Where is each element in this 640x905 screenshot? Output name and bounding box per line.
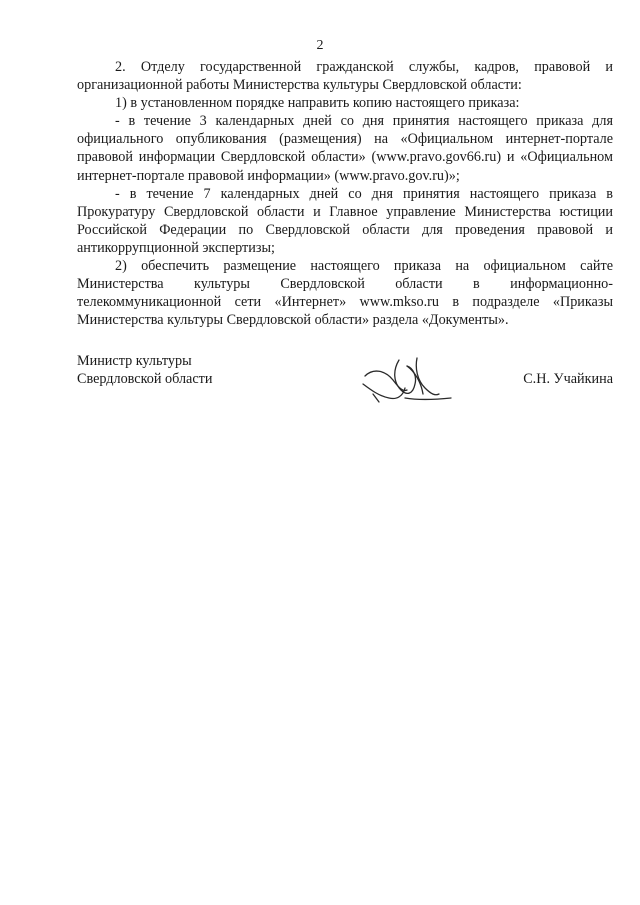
signer-title: [77, 352, 212, 388]
signer-name: С.Н. Учайкина: [523, 371, 613, 387]
paragraph-subitem-2: 2) обеспечить размещение настоящего приказа на официальном сайте Министерства культуры Свердловской области в информационно-телекоммуникационной сети «Интернет» www.mkso.ru в подразделе «Приказы Министерства культуры Свердловской области» раздела «Документы».: [77, 258, 613, 329]
signer-title-line-2: Свердловской области: [77, 371, 213, 388]
document-body: [77, 58, 613, 329]
paragraph-item-2: 2. Отделу государственной гражданской службы, кадров, правовой и организационной работы Министерства культуры Свердловской области:: [77, 59, 613, 94]
page-number: 2: [316, 38, 324, 53]
paragraph-subitem-1: 1) в установленном порядке направить копию настоящего приказа:: [115, 95, 520, 112]
paragraph-bullet-publication: - в течение 3 календарных дней со дня принятия настоящего приказа для официального опубликования (размещения) на «Официальном интернет-портале правовой информации Свердловской области» (www.pravo.gov66.ru) и «Официальном интернет-портале правовой информации» (www.pravo.gov.ru)»;: [77, 113, 613, 184]
signer-title-line-1: Министр культуры: [77, 353, 192, 369]
signature-block: [77, 352, 613, 412]
paragraph-bullet-prosecutor: - в течение 7 календарных дней со дня принятия настоящего приказа в Прокуратуру Свердловской области и Главное управление Министерства юстиции Российской Федерации по Свердловской области для проведения правовой и антикоррупционной экспертизы;: [77, 185, 613, 256]
handwritten-signature: [359, 354, 459, 410]
